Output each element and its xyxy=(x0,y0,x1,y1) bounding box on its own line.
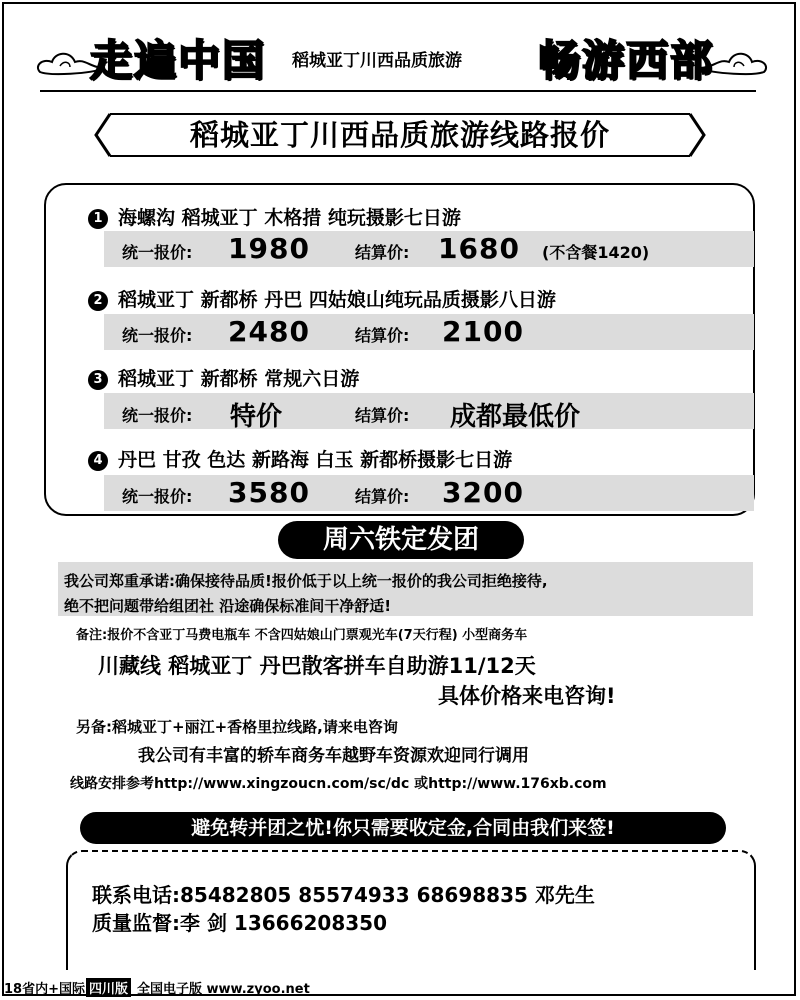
footer-edition-badge: 四川版 xyxy=(86,978,131,997)
route-2-unified-price: 2480 xyxy=(228,315,310,348)
route-2-title xyxy=(88,285,556,312)
route-1-title-text: 海螺沟 稻城亚丁 木格措 纯玩摄影七日游 xyxy=(118,207,461,229)
route-2-settle-price: 2100 xyxy=(442,315,524,348)
route-2-title-text: 稻城亚丁 新都桥 丹巴 四姑娘山纯玩品质摄影八日游 xyxy=(118,289,556,311)
route-1-price-band xyxy=(104,231,754,267)
route-4-number-icon: 4 xyxy=(88,451,108,471)
route-4-unified-label: 统一报价: xyxy=(122,487,193,506)
contact-phone-row xyxy=(92,879,595,908)
route-3-unified-label: 统一报价: xyxy=(122,406,193,425)
also-line-2: 我公司有丰富的轿车商务车越野车资源欢迎同行调用 xyxy=(138,746,529,766)
promise-line-1: 我公司郑重承诺:确保接待品质!报价低于以上统一报价的我公司拒绝接待, xyxy=(64,572,548,590)
route-1-unified-label: 统一报价: xyxy=(122,243,193,262)
route-1-settle-price: 1680 xyxy=(438,232,520,265)
route-2-price-band xyxy=(104,314,754,350)
route-2-number-icon: 2 xyxy=(88,291,108,311)
route-3-price-band xyxy=(104,393,754,429)
route-3-settle-price: 成都最低价 xyxy=(450,402,581,432)
contact-supervise-row xyxy=(92,907,387,936)
header-left-title: 走遍中国 xyxy=(90,36,267,85)
banner-title: 稻城亚丁川西品质旅游线路报价 xyxy=(189,118,610,152)
route-3-unified-price: 特价 xyxy=(230,402,283,432)
remark-text: 备注:报价不含亚丁马费电瓶车 不含四姑娘山门票观光车(7天行程) 小型商务车 xyxy=(76,628,528,643)
route-1-number-icon: 1 xyxy=(88,209,108,229)
route-4-title-text: 丹巴 甘孜 色达 新路海 白玉 新都桥摄影七日游 xyxy=(118,449,513,471)
footer-suffix: 全国电子版 www.zyoo.net xyxy=(137,981,310,997)
promise-line-2: 绝不把问题带给组团社 沿途确保标准间干净舒适! xyxy=(64,597,392,615)
route-1-unified-price: 1980 xyxy=(228,232,310,265)
slogan-banner: 避免转并团之忧!你只需要收定金,合同由我们来签! xyxy=(80,812,726,844)
sichuan-tibet-line-1: 川藏线 稻城亚丁 丹巴散客拼车自助游11/12天 xyxy=(98,654,536,678)
route-3-title-text: 稻城亚丁 新都桥 常规六日游 xyxy=(118,368,360,390)
saturday-departure-badge: 周六铁定发团 xyxy=(278,521,524,559)
footer-bar xyxy=(0,974,800,1000)
route-1-title xyxy=(88,203,461,230)
footer-prefix: 18省内+国际 xyxy=(4,981,85,997)
phone-numbers: 85482805 85574933 68698835 邓先生 xyxy=(180,883,595,907)
route-4-title xyxy=(88,445,512,472)
route-3-settle-label: 结算价: xyxy=(355,406,410,425)
route-links[interactable]: 线路安排参考http://www.xingzoucn.com/sc/dc 或http://www.176xb.com xyxy=(70,776,607,792)
route-3-title xyxy=(88,364,359,391)
route-1-settle-label: 结算价: xyxy=(355,243,410,262)
route-2-unified-label: 统一报价: xyxy=(122,326,193,345)
route-4-price-band xyxy=(104,475,754,511)
supervise-label: 质量监督: xyxy=(92,911,180,935)
footer-line xyxy=(4,978,310,996)
header-middle-text: 稻城亚丁川西品质旅游 xyxy=(292,51,462,71)
route-1-note: (不含餐1420) xyxy=(542,243,650,262)
sichuan-tibet-line-2: 具体价格来电咨询! xyxy=(438,684,616,708)
supervisor-info: 李 剑 13666208350 xyxy=(180,911,388,935)
route-4-settle-label: 结算价: xyxy=(355,487,410,506)
route-2-settle-label: 结算价: xyxy=(355,326,410,345)
route-4-unified-price: 3580 xyxy=(228,476,310,509)
route-3-number-icon: 3 xyxy=(88,370,108,390)
header-divider xyxy=(40,90,756,92)
price-banner xyxy=(88,110,712,160)
also-line-1: 另备:稻城亚丁+丽江+香格里拉线路,请来电咨询 xyxy=(76,718,398,736)
phone-label: 联系电话: xyxy=(92,883,180,907)
route-4-settle-price: 3200 xyxy=(442,476,524,509)
header-right-title: 畅游西部 xyxy=(538,36,715,85)
